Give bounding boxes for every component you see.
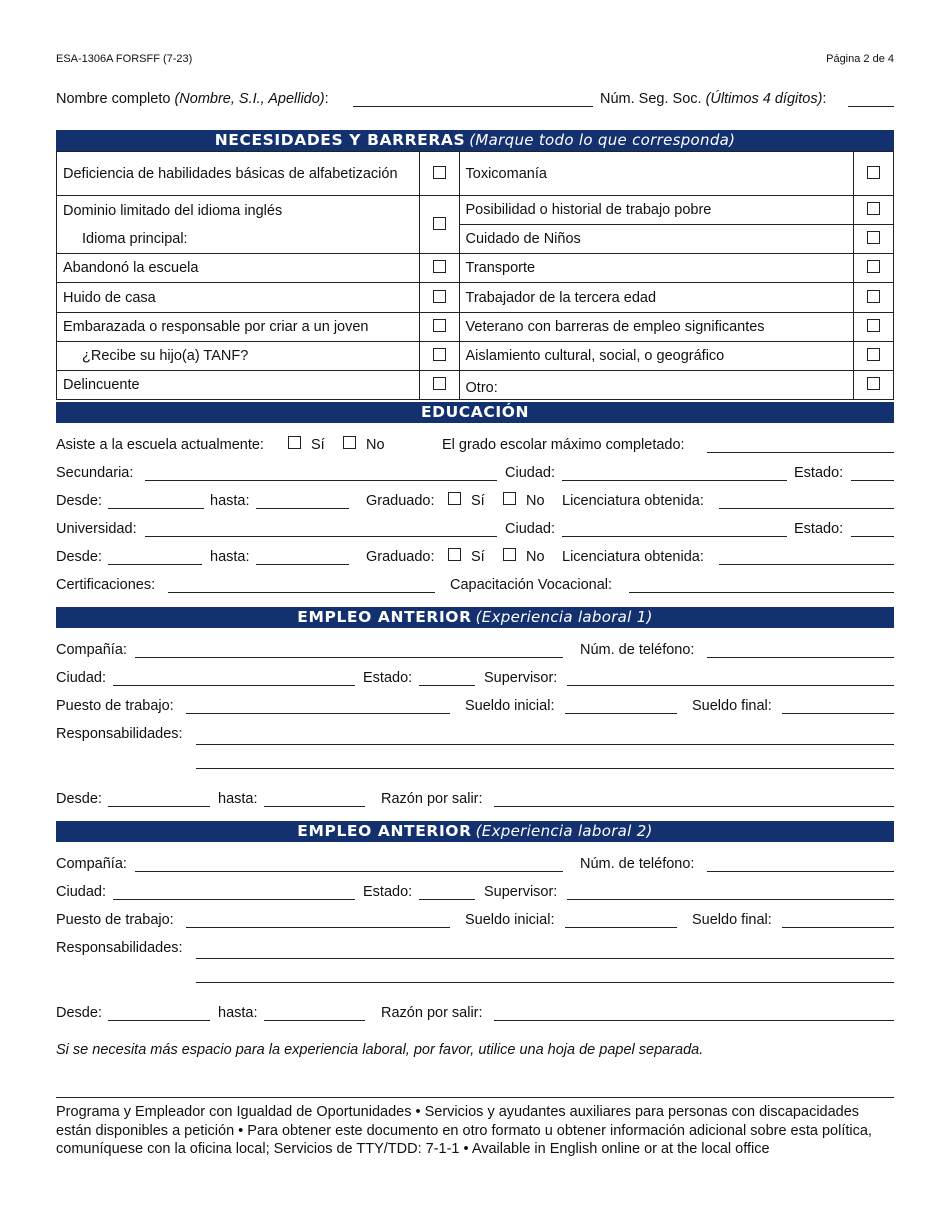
needs-section-header: NECESIDADES Y BARRERAS (Marque todo lo que corresponda): [56, 130, 894, 151]
job1-city-label: Ciudad:: [56, 670, 106, 686]
job2-to-field[interactable]: [264, 1020, 365, 1021]
secondary-city-field[interactable]: [562, 480, 787, 481]
secondary-state-label: Estado:: [794, 465, 844, 481]
need-offender: Delincuente: [57, 371, 420, 400]
need-substance-checkbox[interactable]: [867, 166, 880, 179]
university-graduated-no-checkbox[interactable]: [503, 548, 516, 561]
secondary-from-field[interactable]: [108, 508, 204, 509]
job2-state-field[interactable]: [419, 899, 475, 900]
needs-table: [56, 151, 894, 400]
university-to-field[interactable]: [256, 564, 349, 565]
job2-start-salary-field[interactable]: [565, 927, 677, 928]
job2-state-label: Estado:: [363, 884, 413, 900]
secondary-city-label: Ciudad:: [505, 465, 555, 481]
max-grade-field[interactable]: [707, 452, 894, 453]
job1-city-field[interactable]: [113, 685, 355, 686]
job1-company-label: Compañía:: [56, 642, 127, 658]
need-english: Dominio limitado del idioma inglés Idioma principal:: [57, 196, 420, 254]
secondary-graduated-yes-checkbox[interactable]: [448, 492, 461, 505]
job1-to-field[interactable]: [264, 806, 365, 807]
job2-phone-label: Núm. de teléfono:: [580, 856, 695, 872]
secondary-graduated-no-checkbox[interactable]: [503, 492, 516, 505]
attending-no-label: No: [366, 437, 385, 453]
job1-company-field[interactable]: [135, 657, 563, 658]
university-graduated-yes-label: Sí: [471, 549, 485, 565]
job2-to-label: hasta:: [218, 1005, 258, 1021]
need-veteran-checkbox[interactable]: [867, 319, 880, 332]
need-poor-work: Posibilidad o historial de trabajo pobre: [459, 196, 854, 225]
name-field[interactable]: [353, 106, 593, 107]
need-older-worker: Trabajador de la tercera edad: [459, 283, 854, 313]
need-pregnant-checkbox[interactable]: [433, 319, 446, 332]
job2-company-label: Compañía:: [56, 856, 127, 872]
job1-section-header: EMPLEO ANTERIOR (Experiencia laboral 1): [56, 607, 894, 628]
ssn-field[interactable]: [848, 106, 894, 107]
need-veteran: Veterano con barreras de empleo significantes: [459, 313, 854, 342]
need-poor-work-checkbox[interactable]: [867, 202, 880, 215]
job2-end-salary-field[interactable]: [782, 927, 894, 928]
need-offender-checkbox[interactable]: [433, 377, 446, 390]
max-grade-label: El grado escolar máximo completado:: [442, 437, 685, 453]
need-other-checkbox[interactable]: [867, 377, 880, 390]
university-from-label: Desde:: [56, 549, 102, 565]
job1-position-field[interactable]: [186, 713, 450, 714]
job2-phone-field[interactable]: [707, 871, 894, 872]
need-substance: Toxicomanía: [459, 152, 854, 196]
university-degree-label: Licenciatura obtenida:: [562, 549, 704, 565]
job1-position-label: Puesto de trabajo:: [56, 698, 174, 714]
footer-text: Programa y Empleador con Igualdad de Oportunidades • Servicios y ayudantes auxiliares para personas con discapacidades están disponibles a petición • Para obtener este documento en otro formato u obtener información adicional sobre esta política, comuníquese con la oficina local; Servicios de TTY/TDD: 7-1-1 • Available in English online or at the local office: [56, 1104, 872, 1157]
job2-supervisor-label: Supervisor:: [484, 884, 558, 900]
job1-state-field[interactable]: [419, 685, 475, 686]
secondary-from-label: Desde:: [56, 493, 102, 509]
job2-from-label: Desde:: [56, 1005, 102, 1021]
university-graduated-no-label: No: [526, 549, 545, 565]
university-graduated-yes-checkbox[interactable]: [448, 548, 461, 561]
job1-reason-label: Razón por salir:: [381, 791, 483, 807]
need-runaway: Huido de casa: [57, 283, 420, 313]
secondary-graduated-no-label: No: [526, 493, 545, 509]
university-field[interactable]: [145, 536, 497, 537]
job2-city-label: Ciudad:: [56, 884, 106, 900]
name-label: Nombre completo (Nombre, S.I., Apellido):: [56, 91, 329, 107]
job2-section-header: EMPLEO ANTERIOR (Experiencia laboral 2): [56, 821, 894, 842]
job2-reason-label: Razón por salir:: [381, 1005, 483, 1021]
job2-position-label: Puesto de trabajo:: [56, 912, 174, 928]
secondary-to-label: hasta:: [210, 493, 250, 509]
secondary-state-field[interactable]: [851, 480, 894, 481]
job1-phone-label: Núm. de teléfono:: [580, 642, 695, 658]
job2-reason-field[interactable]: [494, 1020, 894, 1021]
certifications-label: Certificaciones:: [56, 577, 156, 593]
university-from-field[interactable]: [108, 564, 202, 565]
job2-start-salary-label: Sueldo inicial:: [465, 912, 555, 928]
job1-from-field[interactable]: [108, 806, 210, 807]
job1-end-salary-label: Sueldo final:: [692, 698, 772, 714]
vocational-field[interactable]: [629, 592, 894, 593]
form-id: ESA-1306A FORSFF (7-23): [56, 53, 193, 65]
need-isolation-checkbox[interactable]: [867, 348, 880, 361]
job1-from-label: Desde:: [56, 791, 102, 807]
extra-space-note: Si se necesita más espacio para la experiencia laboral, por favor, utilice una hoja de papel separada.: [56, 1042, 704, 1058]
need-childcare: Cuidado de Niños: [459, 225, 854, 254]
university-city-field[interactable]: [562, 536, 787, 537]
attending-no-checkbox[interactable]: [343, 436, 356, 449]
job2-responsibilities-label: Responsabilidades:: [56, 940, 183, 956]
education-section-header: EDUCACIÓN: [56, 402, 894, 423]
job1-supervisor-label: Supervisor:: [484, 670, 558, 686]
university-label: Universidad:: [56, 521, 137, 537]
secondary-graduated-yes-label: Sí: [471, 493, 485, 509]
job1-start-salary-field[interactable]: [565, 713, 677, 714]
need-transport-checkbox[interactable]: [867, 260, 880, 273]
need-english-checkbox[interactable]: [433, 217, 446, 230]
need-older-worker-checkbox[interactable]: [867, 290, 880, 303]
university-degree-field[interactable]: [719, 564, 894, 565]
need-runaway-checkbox[interactable]: [433, 290, 446, 303]
university-state-label: Estado:: [794, 521, 844, 537]
secondary-degree-label: Licenciatura obtenida:: [562, 493, 704, 509]
secondary-graduated-label: Graduado:: [366, 493, 435, 509]
attending-yes-checkbox[interactable]: [288, 436, 301, 449]
university-state-field[interactable]: [851, 536, 894, 537]
job2-company-field[interactable]: [135, 871, 563, 872]
job1-to-label: hasta:: [218, 791, 258, 807]
job1-phone-field[interactable]: [707, 657, 894, 658]
job2-from-field[interactable]: [108, 1020, 210, 1021]
job2-position-field[interactable]: [186, 927, 450, 928]
university-graduated-label: Graduado:: [366, 549, 435, 565]
need-dropout-checkbox[interactable]: [433, 260, 446, 273]
need-literacy-checkbox[interactable]: [433, 166, 446, 179]
footer-divider: [56, 1097, 894, 1098]
attending-yes-label: Sí: [311, 437, 325, 453]
job1-responsibilities-label: Responsabilidades:: [56, 726, 183, 742]
job1-responsibilities-field[interactable]: [196, 744, 894, 745]
job1-start-salary-label: Sueldo inicial:: [465, 698, 555, 714]
vocational-label: Capacitación Vocacional:: [450, 577, 613, 593]
secondary-to-field[interactable]: [256, 508, 349, 509]
secondary-label: Secundaria:: [56, 465, 134, 481]
job1-reason-field[interactable]: [494, 806, 894, 807]
job2-end-salary-label: Sueldo final:: [692, 912, 772, 928]
university-to-label: hasta:: [210, 549, 250, 565]
secondary-field[interactable]: [145, 480, 497, 481]
need-other: Otro:: [459, 371, 854, 400]
need-transport: Transporte: [459, 254, 854, 283]
job1-responsibilities-field-2[interactable]: [196, 768, 894, 769]
job1-supervisor-field[interactable]: [567, 685, 894, 686]
page-number: Página 2 de 4: [826, 53, 894, 65]
job2-responsibilities-field-2[interactable]: [196, 982, 894, 983]
university-city-label: Ciudad:: [505, 521, 555, 537]
secondary-degree-field[interactable]: [719, 508, 894, 509]
certifications-field[interactable]: [168, 592, 435, 593]
need-childcare-checkbox[interactable]: [867, 231, 880, 244]
job1-state-label: Estado:: [363, 670, 413, 686]
need-isolation: Aislamiento cultural, social, o geográfico: [459, 342, 854, 371]
need-dropout: Abandonó la escuela: [57, 254, 420, 283]
ssn-label: Núm. Seg. Soc. (Últimos 4 dígitos):: [600, 91, 827, 107]
need-tanf: ¿Recibe su hijo(a) TANF?: [57, 342, 420, 371]
need-pregnant: Embarazada o responsable por criar a un joven: [57, 313, 420, 342]
need-literacy: Deficiencia de habilidades básicas de alfabetización: [57, 152, 420, 196]
need-tanf-checkbox[interactable]: [433, 348, 446, 361]
job2-responsibilities-field[interactable]: [196, 958, 894, 959]
attending-label: Asiste a la escuela actualmente:: [56, 437, 264, 453]
job2-supervisor-field[interactable]: [567, 899, 894, 900]
job2-city-field[interactable]: [113, 899, 355, 900]
job1-end-salary-field[interactable]: [782, 713, 894, 714]
